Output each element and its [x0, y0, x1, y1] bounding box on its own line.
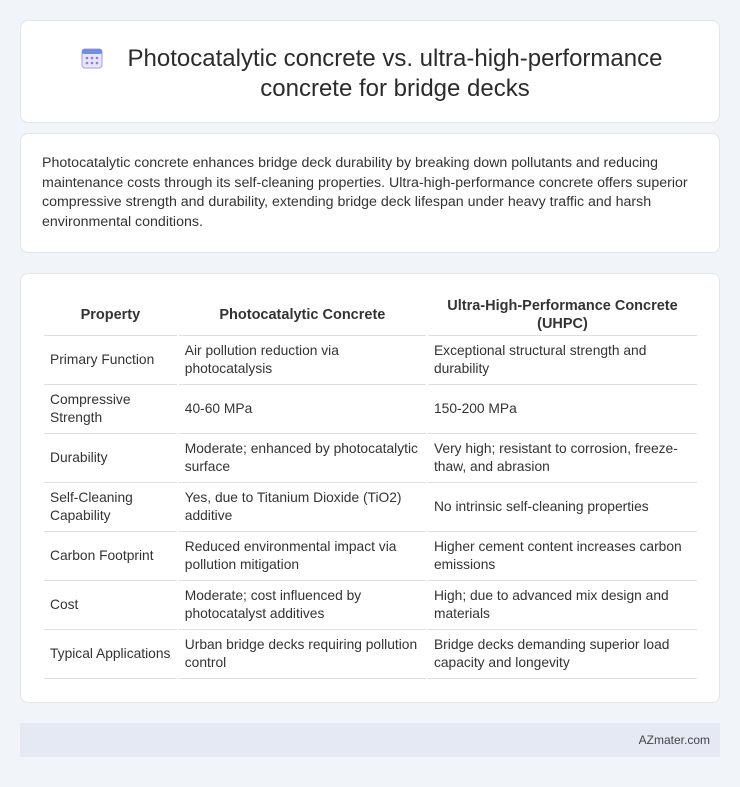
table-cell: Moderate; enhanced by photocatalytic surface	[179, 434, 426, 483]
table-cell: Higher cement content increases carbon emissions	[428, 532, 697, 581]
column-header-property: Property	[44, 294, 177, 336]
table-cell: High; due to advanced mix design and materials	[428, 581, 697, 630]
summary-paragraph: Photocatalytic concrete enhances bridge deck durability by breaking down pollutants and reducing maintenance costs through its self-cleaning properties. Ultra-high-performance concrete offers superior compressive strength and durability, extending bridge deck lifespan under heavy traffic and harsh environmental conditions.	[42, 155, 688, 230]
row-label: Durability	[44, 434, 177, 483]
table-cell: Reduced environmental impact via pollution mitigation	[179, 532, 426, 581]
table-row	[44, 385, 697, 434]
table-header-row	[44, 294, 697, 336]
table-cell: 40-60 MPa	[179, 385, 426, 434]
column-header-uhpc: Ultra-High-Performance Concrete (UHPC)	[428, 294, 697, 336]
row-label: Cost	[44, 581, 177, 630]
comparison-table	[42, 294, 699, 679]
row-label: Typical Applications	[44, 630, 177, 679]
page-title: Photocatalytic concrete vs. ultra-high-performance concrete for bridge decks	[127, 45, 663, 102]
table-cell: Urban bridge decks requiring pollution control	[179, 630, 426, 679]
table-cell: Air pollution reduction via photocatalysis	[179, 336, 426, 385]
title-card	[20, 20, 720, 123]
column-header-photocatalytic: Photocatalytic Concrete	[179, 294, 426, 336]
calendar-icon	[81, 47, 103, 69]
table-row	[44, 336, 697, 385]
table-row	[44, 532, 697, 581]
summary-card	[20, 133, 720, 253]
table-cell: Bridge decks demanding superior load capacity and longevity	[428, 630, 697, 679]
footer-brand-link[interactable]: AZmater.com	[638, 733, 710, 747]
table-cell: No intrinsic self-cleaning properties	[428, 483, 697, 532]
row-label: Compressive Strength	[44, 385, 177, 434]
row-label: Self-Cleaning Capability	[44, 483, 177, 532]
table-row	[44, 630, 697, 679]
footer-bar	[20, 723, 720, 757]
table-cell: Yes, due to Titanium Dioxide (TiO2) additive	[179, 483, 426, 532]
table-row	[44, 483, 697, 532]
table-cell: Moderate; cost influenced by photocatalyst additives	[179, 581, 426, 630]
comparison-table-card	[20, 273, 720, 703]
table-row	[44, 434, 697, 483]
row-label: Primary Function	[44, 336, 177, 385]
row-label: Carbon Footprint	[44, 532, 177, 581]
table-row	[44, 581, 697, 630]
table-cell: Very high; resistant to corrosion, freeze-thaw, and abrasion	[428, 434, 697, 483]
table-cell: 150-200 MPa	[428, 385, 697, 434]
table-cell: Exceptional structural strength and durability	[428, 336, 697, 385]
